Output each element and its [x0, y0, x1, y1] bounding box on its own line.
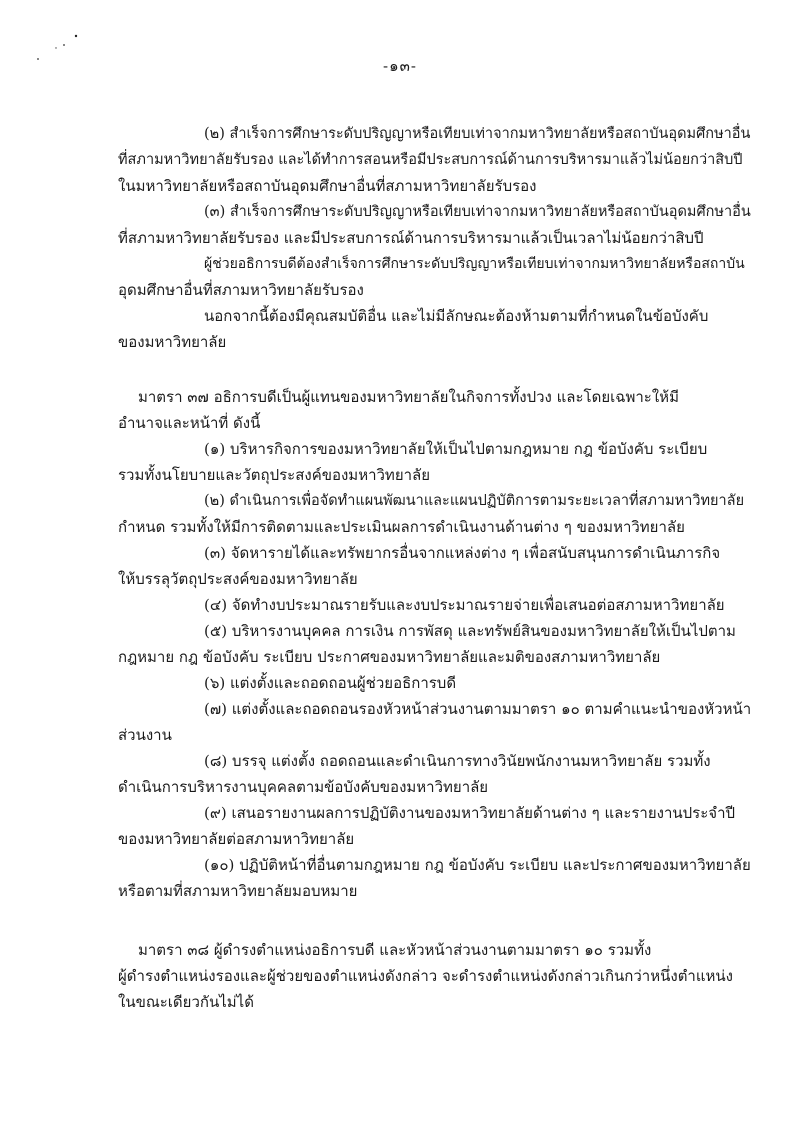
paragraph-line: (๓) สำเร็จการศึกษาระดับปริญญาหรือเทียบเท่าจากมหาวิทยาลัยหรือสถาบันอุดมศึกษาอื่น — [204, 204, 751, 220]
list-item-line: (๔) จัดทำงบประมาณรายรับและงบประมาณรายจ่ายเพื่อเสนอต่อสภามหาวิทยาลัย — [204, 596, 725, 614]
section-38-block — [118, 937, 733, 1015]
paragraph-line: รวมทั้งนโยบายและวัตถุประสงค์ของมหาวิทยาลัย — [118, 466, 431, 484]
paragraph-line: ให้บรรลุวัตถุประสงค์ของมหาวิทยาลัย — [118, 570, 358, 588]
list-item-line: (๑๐) ปฏิบัติหน้าที่อื่นตามกฎหมาย กฎ ข้อบังคับ ระเบียบ และประกาศของมหาวิทยาลัย — [204, 856, 751, 874]
page-number: -๑๓- — [383, 57, 417, 75]
list-item-line: (๓) จัดหารายได้และทรัพยากรอื่นจากแหล่งต่าง ๆ เพื่อสนับสนุนการดำเนินภารกิจ — [204, 544, 721, 562]
section-37-block — [118, 384, 752, 904]
section-heading-line: มาตรา ๓๘ ผู้ดำรงตำแหน่งอธิการบดี และหัวหน้าส่วนงานตามมาตรา ๑๐ รวมทั้ง — [138, 941, 652, 959]
paragraph-line: ที่สภามหาวิทยาลัยรับรอง และมีประสบการณ์ด้านการบริหารมาแล้วเป็นเวลาไม่น้อยกว่าสิบปี — [118, 229, 704, 247]
list-item-line: (๒) ดำเนินการเพื่อจัดทำแผนพัฒนาและแผนปฏิบัติการตามระยะเวลาที่สภามหาวิทยาลัย — [204, 493, 745, 509]
list-item-line: (๘) บรรจุ แต่งตั้ง ถอดถอนและดำเนินการทางวินัยพนักงานมหาวิทยาลัย รวมทั้ง — [204, 752, 711, 770]
qualifications-block — [118, 121, 751, 355]
paragraph-line: อำนาจและหน้าที่ ดังนี้ — [118, 414, 261, 432]
paragraph-line: ในมหาวิทยาลัยหรือสถาบันอุดมศึกษาอื่นที่สภามหาวิทยาลัยรับรอง — [118, 177, 537, 195]
paragraph-line: หรือตามที่สภามหาวิทยาลัยมอบหมาย — [118, 882, 358, 900]
paragraph-line: ผู้ช่วยอธิการบดีต้องสำเร็จการศึกษาระดับปริญญาหรือเทียบเท่าจากมหาวิทยาลัยหรือสถาบัน — [204, 256, 745, 272]
paragraph-line: นอกจากนี้ต้องมีคุณสมบัติอื่น และไม่มีลักษณะต้องห้ามตามที่กำหนดในข้อบังคับ — [204, 307, 709, 325]
list-item-line: (๙) เสนอรายงานผลการปฏิบัติงานของมหาวิทยาลัยด้านต่าง ๆ และรายงานประจำปี — [204, 804, 736, 822]
paragraph-line: อุดมศึกษาอื่นที่สภามหาวิทยาลัยรับรอง — [118, 281, 364, 299]
list-item-line: (๕) บริหารงานบุคคล การเงิน การพัสดุ และทรัพย์สินของมหาวิทยาลัยให้เป็นไปตาม — [204, 622, 736, 640]
paragraph-line: ผู้ดำรงตำแหน่งรองและผู้ช่วยของตำแหน่งดังกล่าว จะดำรงตำแหน่งดังกล่าวเกินกว่าหนึ่งตำแหน่ง — [118, 967, 733, 985]
section-heading-line: มาตรา ๓๗ อธิการบดีเป็นผู้แทนของมหาวิทยาลัยในกิจการทั้งปวง และโดยเฉพาะให้มี — [138, 388, 679, 406]
paragraph-line: กฎหมาย กฎ ข้อบังคับ ระเบียบ ประกาศของมหาวิทยาลัยและมติของสภามหาวิทยาลัย — [118, 648, 661, 666]
paragraph-line: กำหนด รวมทั้งให้มีการติดตามและประเมินผลการดำเนินงานด้านต่าง ๆ ของมหาวิทยาลัย — [118, 518, 685, 536]
list-item-line: (๖) แต่งตั้งและถอดถอนผู้ช่วยอธิการบดี — [204, 674, 457, 692]
paragraph-line: ในขณะเดียวกันไม่ได้ — [118, 993, 254, 1011]
paragraph-line: ของมหาวิทยาลัย — [118, 333, 227, 351]
paragraph-line: (๒) สำเร็จการศึกษาระดับปริญญาหรือเทียบเท่าจากมหาวิทยาลัยหรือสถาบันอุดมศึกษาอื่น — [204, 126, 751, 142]
list-item-line: (๑) บริหารกิจการของมหาวิทยาลัยให้เป็นไปตามกฎหมาย กฎ ข้อบังคับ ระเบียบ — [204, 440, 708, 458]
paragraph-line: ส่วนงาน — [118, 726, 172, 744]
paragraph-line: ที่สภามหาวิทยาลัยรับรอง และได้ทำการสอนหรือมีประสบการณ์ด้านการบริหารมาแล้วไม่น้อยกว่าสิบปี — [118, 152, 743, 168]
paragraph-line: ดำเนินการบริหารงานบุคคลตามข้อบังคับของมหาวิทยาลัย — [118, 778, 489, 796]
paragraph-line: ของมหาวิทยาลัยต่อสภามหาวิทยาลัย — [118, 830, 355, 848]
list-item-line: (๗) แต่งตั้งและถอดถอนรองหัวหน้าส่วนงานตามมาตรา ๑๐ ตามคำแนะนำของหัวหน้า — [204, 700, 752, 718]
